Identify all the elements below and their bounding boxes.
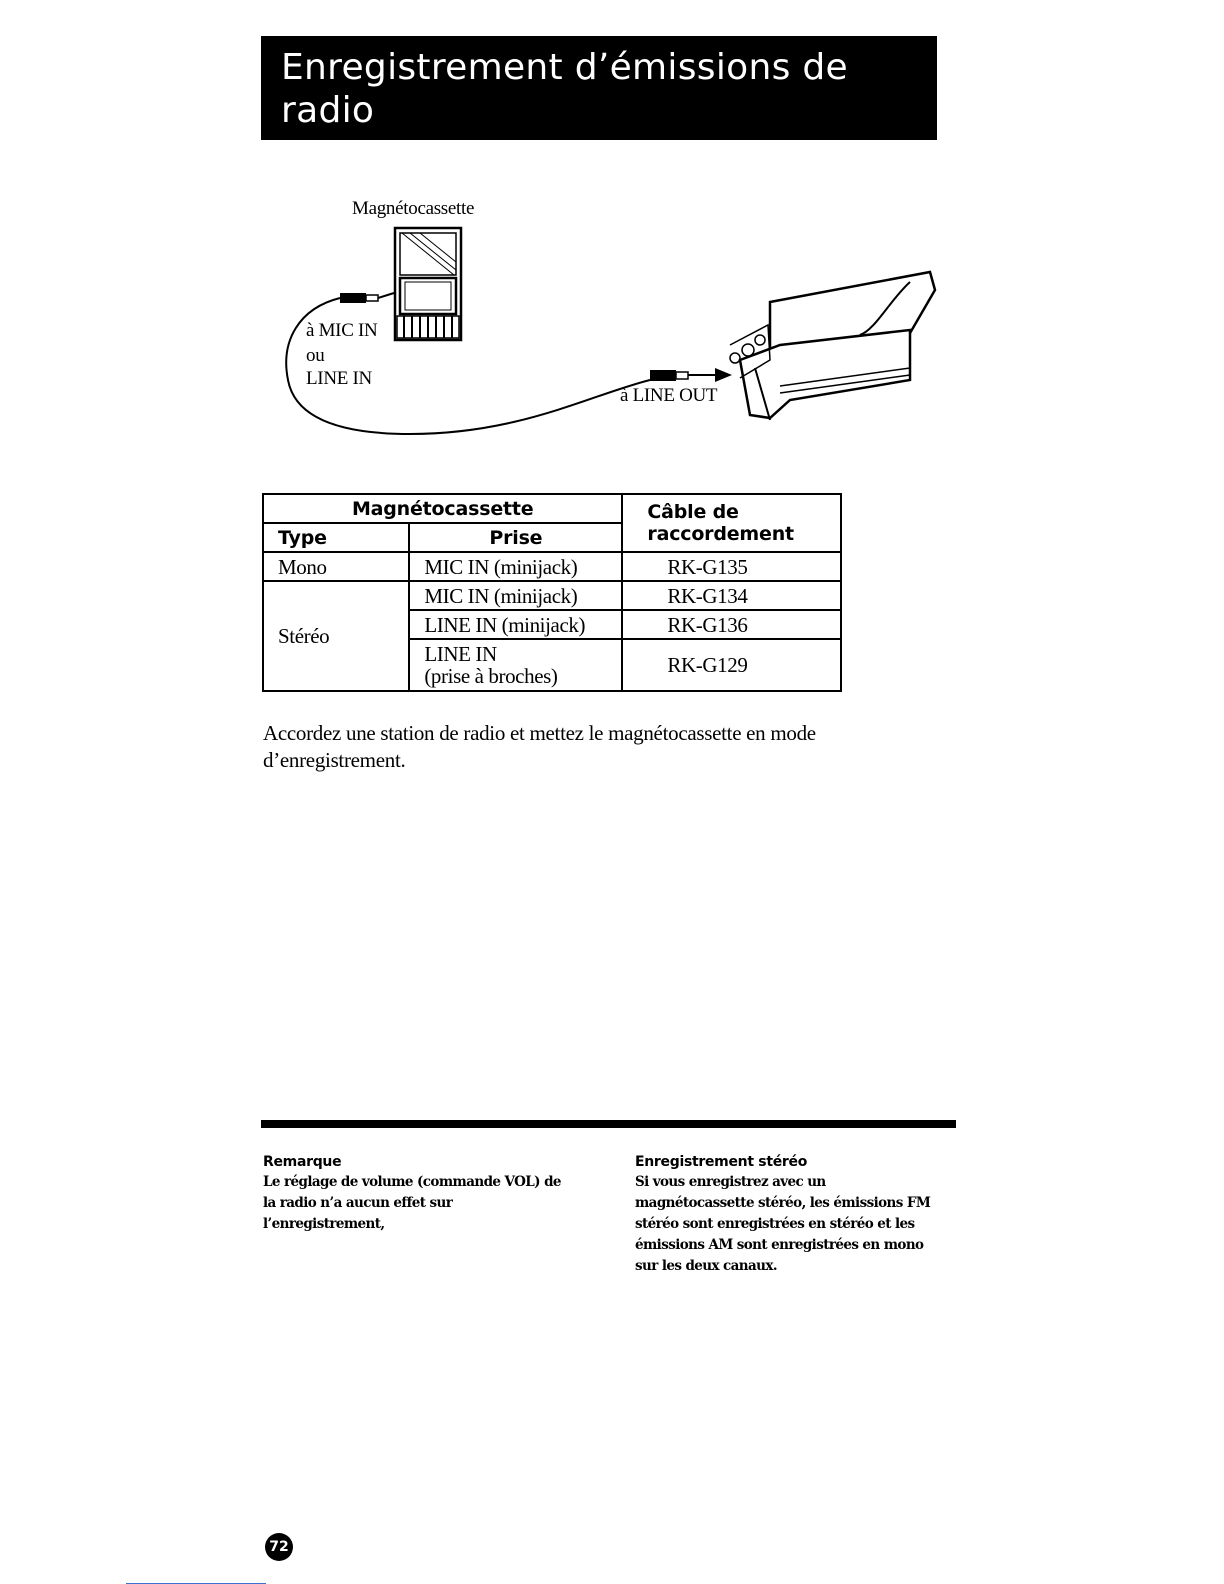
remark-text: Le réglage de volume (commande VOL) de la radio n’a aucun effet sur l’enregistrement, bbox=[263, 1174, 561, 1232]
jack-cell: MIC IN (minijack) bbox=[409, 581, 622, 610]
jack-cell-line1: LINE IN bbox=[424, 642, 497, 666]
recorder-plug-illustration bbox=[340, 293, 394, 303]
cable-cell: RK-G135 bbox=[622, 552, 841, 581]
instruction-text: Accordez une station de radio et mettez le magnétocassette en mode d’enregistrement. bbox=[263, 721, 816, 772]
mic-in-label: à MIC IN bbox=[306, 320, 378, 341]
header-cable bbox=[622, 494, 841, 552]
header-cable-line1: Câble de bbox=[647, 501, 739, 523]
line-in-label: LINE IN bbox=[306, 368, 372, 389]
jack-cell-line2: (prise à broches) bbox=[424, 664, 558, 688]
page-number-badge: 72 bbox=[265, 1533, 293, 1561]
cable-cell: RK-G134 bbox=[622, 581, 841, 610]
connection-cable bbox=[286, 298, 650, 434]
stereo-text: Si vous enregistrez avec un magnétocassette stéréo, les émissions FM stéréo sont enregistrées en stéréo et les émissions AM sont enregistrées en mono sur les deux canaux. bbox=[635, 1174, 931, 1274]
type-cell: Mono bbox=[263, 552, 409, 581]
page-title: Enregistrement d’émissions de radio bbox=[281, 47, 848, 131]
table-row bbox=[263, 581, 841, 610]
table-row bbox=[263, 552, 841, 581]
recorder-label: Magnétocassette bbox=[352, 198, 475, 219]
header-recorder: Magnétocassette bbox=[263, 494, 622, 523]
cable-cell: RK-G136 bbox=[622, 610, 841, 639]
section-divider bbox=[261, 1120, 956, 1128]
table-header-row bbox=[263, 494, 841, 523]
connection-diagram bbox=[270, 190, 950, 450]
connection-table bbox=[262, 493, 842, 692]
remark-note bbox=[263, 1152, 583, 1235]
radio-device-illustration bbox=[730, 272, 935, 420]
stereo-title: Enregistrement stéréo bbox=[635, 1154, 808, 1170]
cassette-recorder-illustration bbox=[395, 228, 461, 340]
stereo-note bbox=[635, 1152, 945, 1277]
jack-cell: MIC IN (minijack) bbox=[409, 552, 622, 581]
header-cable-line2: raccordement bbox=[647, 523, 794, 545]
header-jack: Prise bbox=[409, 523, 622, 552]
line-out-label: à LINE OUT bbox=[620, 385, 718, 406]
header-type: Type bbox=[263, 523, 409, 552]
jack-cell: LINE IN (minijack) bbox=[409, 610, 622, 639]
remark-title: Remarque bbox=[263, 1154, 342, 1170]
jack-cell bbox=[409, 639, 622, 691]
title-banner bbox=[261, 36, 937, 140]
cable-cell: RK-G129 bbox=[622, 639, 841, 691]
or-label: ou bbox=[306, 345, 325, 366]
type-cell: Stéréo bbox=[263, 581, 409, 691]
radio-plug-illustration bbox=[650, 368, 732, 382]
